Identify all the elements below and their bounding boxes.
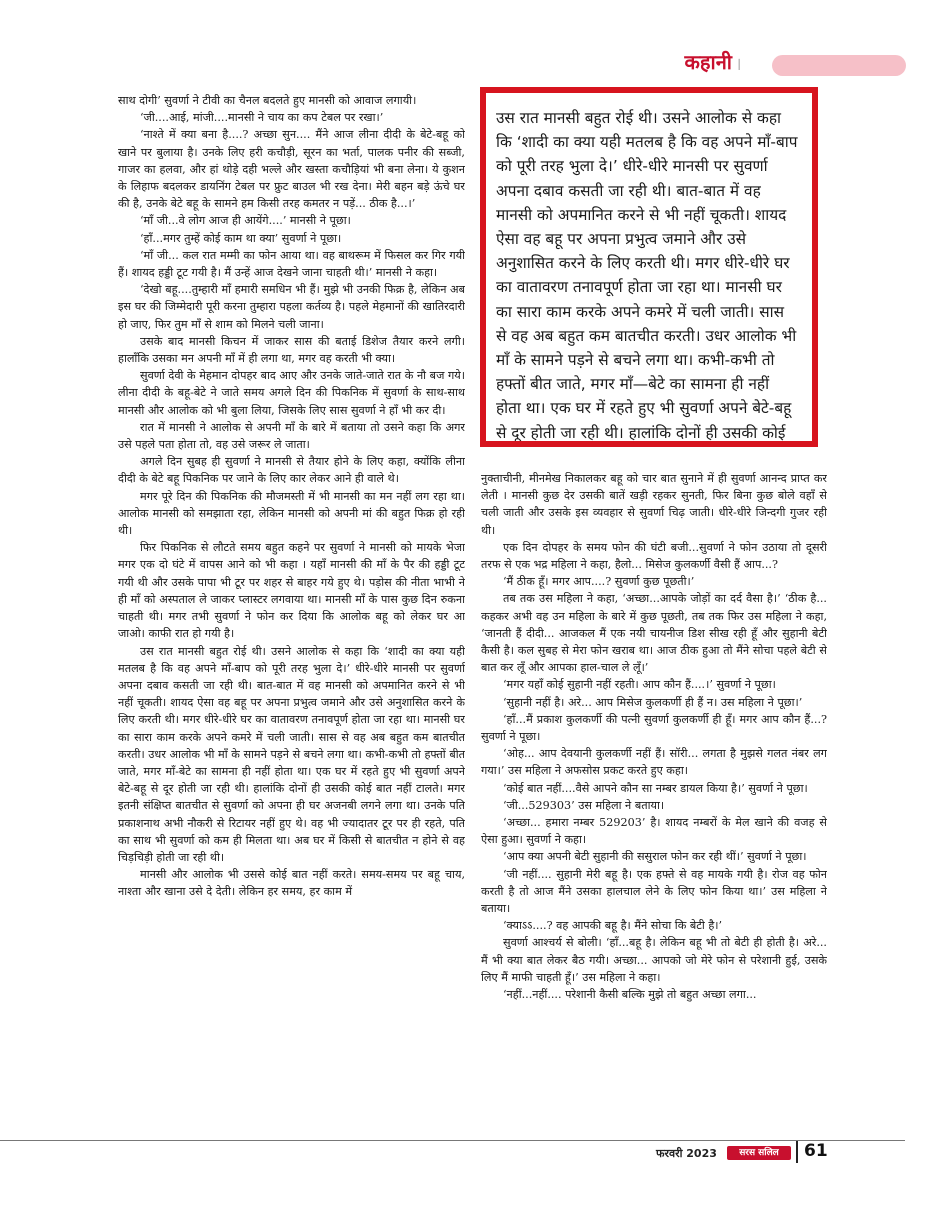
paragraph: ‘सुहानी नहीं है। अरे... आप मिसेज कुलकर्णी ही हैं न। उस महिला ने पूछा।’ <box>503 695 803 709</box>
paragraph: ‘जी नहीं.... सुहानी मेरी बहू है। एक हफ्ते से वह मायके गयी है। रोज वह फोन करती है तो आज मैंने उसका हालचाल लेने के लिए फोन किया था।’ उस महिला ने बताया। <box>481 867 827 916</box>
article-column-left <box>118 92 465 1127</box>
paragraph: ‘आप क्या अपनी बेटी सुहानी की ससुराल फोन कर रही थीं।’ सुवर्णा ने पूछा। <box>503 850 807 864</box>
paragraph: ‘हाँ...मगर तुम्हें कोई काम था क्या’ सुवर्णा ने पूछा। <box>140 231 342 245</box>
paragraph: अगले दिन सुबह ही सुवर्णा ने मानसी से तैयार होने के लिए कहा, क्योंकि लीना दीदी के बेटे बहू पिकनिक पर जाने के लिए कार लेकर आने ही वाले थे। <box>118 455 465 486</box>
paragraph: ‘माँ जी...वे लोग आज ही आयेंगे....’ मानसी ने पूछा। <box>140 214 351 228</box>
issue-date: फरवरी 2023 <box>656 1147 717 1160</box>
footer-rule <box>0 1140 905 1141</box>
paragraph: ‘नहीं...नहीं.... परेशानी कैसी बल्कि मुझे तो बहुत अच्छा लगा... <box>503 988 757 1002</box>
paragraph: नुक्ताचीनी, मीनमेख निकालकर बहू को चार बात सुनाने में ही सुवर्णा आनन्द प्राप्त कर लेती । मानसी कुछ देर उसकी बातें खड़ी रहकर सुनती, फिर बिना कुछ बोले वहाँ से चली जाती और उसके इस व्यवहार से सुवर्णा चिढ़ जाती। धीरे-धीरे जिन्दगी गुजर रही थी। <box>481 472 827 537</box>
paragraph: ‘माँ जी... कल रात मम्मी का फोन आया था। वह बाथरूम में फिसल कर गिर गयी हैं। शायद हड्डी टूट गयी है। मैं उन्हें आज देखने जाना चाहती थी।’ मानसी ने कहा। <box>118 248 465 280</box>
pull-quote-box <box>480 87 818 447</box>
paragraph: उस रात मानसी बहुत रोई थी। उसने आलोक से कहा कि ‘शादी का क्या यही मतलब है कि वह अपने माँ-बाप को पूरी तरह भुला दे।’ धीरे-धीरे मानसी पर सुवर्णा अपना दबाव कसती जा रही थी। बात-बात में वह मानसी को अपमानित करने से भी नहीं चूकती। शायद ऐसा वह बहू पर अपना प्रभुत्व जमाने और उसे अनुशासित करने के लिए करती थी। मगर धीरे-धीरे घर का वातावरण तनावपूर्ण होता जा रहा था। मानसी घर का सारा काम करके अपने कमरे में चली जाती। सास से वह अब बहुत कम बातचीत करती। उधर आलोक भी माँ के सामने पड़ने से बचने लगा था। कभी-कभी तो हफ्तों बीत जाते, मगर माँ-बेटे का सामना ही नहीं होता था। एक घर में रहते हुए भी सुवर्णा अपने बेटे-बहू से दूर होती जा रही थी। हालांकि दोनों ही उसकी कोई बात नहीं टालते। मगर इतनी संक्षिप्त बातचीत से सुवर्णा को अपना ही घर अजनबी लगने लगा था। उनके पति प्रकाशनाथ अभी नौकरी से रिटायर नहीं हुए थे। वह भी ज्यादातर टूर पर ही रहते, पति का साथ भी सुवर्णा को कम ही मिलता था। अब घर में किसी से बातचीत न होने से वह चिड़चिड़ी होती जा रही थी। <box>118 644 465 864</box>
footer-divider <box>796 1141 798 1163</box>
paragraph: एक दिन दोपहर के समय फोन की घंटी बजी...सुवर्णा ने फोन उठाया तो दूसरी तरफ से एक भद्र महिला ने कहा, हैलो... मिसेज कुलकर्णी वैसी हैं आप...? <box>481 540 827 572</box>
paragraph: मानसी और आलोक भी उससे कोई बात नहीं करते। समय-समय पर बहू चाय, नाश्ता और खाना उसे दे देती। लेकिन हर समय, हर काम में <box>118 868 465 899</box>
paragraph: ‘कोई बात नहीं....वैसे आपने कौन सा नम्बर डायल किया है।’ सुवर्णा ने पूछा। <box>503 781 808 795</box>
paragraph: ‘नाश्ते में क्या बना है....? अच्छा सुन.... मैंने आज लीना दीदी के बेटे-बहू को खाने पर बुलाया है। उनके लिए हरी कचौड़ी, सूरन का भर्ता, पालक पनीर की सब्जी, गाजर का हलवा, और हां थोड़े दही भल्ले और खस्ता कचौड़ियां भी बना लेना। ये कुशन के लिहाफ बदलकर डायनिंग टेबल पर फ्रुट बाउल भी रख देना। मेरी बहन बड़े ऊंचे घर की है, उनके बेटे बहू के सामने हम किसी तरह कमतर न पड़ें... ठीक है...।’ <box>118 128 465 211</box>
paragraph: सुवर्णा आश्चर्य से बोली। ‘हाँ...बहू है। लेकिन बहू भी तो बेटी ही होती है। अरे... मैं भी क्या बात लेकर बैठ गयी। अच्छा... आपको जो मेरे फोन से परेशानी हुई, उसके लिए मैं माफी चाहती हूँ।’ उस महिला ने कहा। <box>481 936 827 984</box>
paragraph: ‘देखो बहू....तुम्हारी माँ हमारी समधिन भी हैं। मुझे भी उनकी फिक्र है, लेकिन अब इस घर की जिम्मेदारी पूरी करना तुम्हारा पहला कर्तव्य है। पहले मेहमानों की खातिरदारी हो जाए, फिर तुम माँ से शाम को मिलने चली जाना। <box>118 283 465 331</box>
paragraph: तब तक उस महिला ने कहा, ‘अच्छा...आपके जोड़ों का दर्द वैसा है।’ ‘ठीक है... कहकर अभी वह उन महिला के बारे में कुछ पूछती, तब तक फिर उस महिला ने कहा, ‘जानती हैं दीदी... आजकल मैं एक नयी चायनीज डिश सीख रही हूँ और सुहानी बेटी कैसी है। कल सुबह से मेरा फोन खराब था। आज ठीक हुआ तो मैंने सोचा पहले बेटी से बात कर लूँ और आपका हाल-चाल ले लूँ।’ <box>481 592 827 675</box>
paragraph: ‘क्याऽऽ....? वह आपकी बहू है। मैंने सोचा कि बेटी है।’ <box>503 919 723 933</box>
paragraph: ‘जी....आई, मांजी....मानसी ने चाय का कप टेबल पर रखा।’ <box>140 111 384 125</box>
paragraph: रात में मानसी ने आलोक से अपनी माँ के बारे में बताया तो उसने कहा कि अगर उसे पहले पता होता तो, वह उसे जरूर ले जाता। <box>118 420 465 452</box>
section-separator: । <box>735 54 742 75</box>
paragraph: ‘अच्छा... हमारा नम्बर 529203’ है। शायद नम्बरों के मेल खाने की वजह से ऐसा हुआ। सुवर्णा ने कहा। <box>481 816 827 847</box>
paragraph: फिर पिकनिक से लौटते समय बहुत कहने पर सुवर्णा ने मानसी को मायके भेजा मगर एक दो घंटे में वापस आने को भी कहा । यहाँ मानसी की माँ के पैर की हड्डी टूट गयी थी और उसके पापा भी टूर पर शहर से बाहर गये हुए थे। पड़ोस की नीता भाभी ने ही माँ को अस्पताल ले जाकर प्लास्टर लगवाया था। मानसी माँ के पास कुछ दिन रुकना चाहती थी। मगर तभी सुवर्णा ने फोन कर दिया कि आलोक बहू को लेकर घर आ जाओ। काफी रात हो गयी है। <box>118 541 465 641</box>
paragraph: सुवर्णा देवी के मेहमान दोपहर बाद आए और उनके जाते-जाते रात के नौ बज गये। लीना दीदी के बहू-बेटे ने जाते समय अगले दिन की पिकनिक में सुवर्णा के साथ-साथ मानसी और आलोक को भी बुला लिया, जिसके लिए सास सुवर्णा ने हाँ भी कर दी। <box>118 369 465 417</box>
page-number: 61 <box>804 1141 828 1161</box>
section-label: कहानी <box>684 50 732 74</box>
paragraph: ‘ओह... आप देवयानी कुलकर्णी नहीं हैं। सॉरी... लगता है मुझसे गलत नंबर लग गया।’ उस महिला ने अफसोस प्रकट करते हुए कहा। <box>481 747 827 778</box>
paragraph: मगर पूरे दिन की पिकनिक की मौजमस्ती में भी मानसी का मन नहीं लग रहा था। आलोक मानसी को समझाता रहा, लेकिन मानसी को अपनी मां की बहुत फिक्र हो रही थी। <box>118 489 465 538</box>
paragraph: साथ दोगी’ सुवर्णा ने टीवी का चैनल बदलते हुए मानसी को आवाज लगायी। <box>118 94 417 107</box>
paragraph: उसके बाद मानसी किचन में जाकर सास की बताई डिशेज तैयार करने लगी। हालाँकि उसका मन अपनी माँ में ही लगा था, मगर वह करती भी क्या। <box>118 334 465 366</box>
article-column-right <box>481 470 827 1130</box>
paragraph: ‘जी...529303’ उस महिला ने बताया। <box>503 798 665 812</box>
section-tag-bar <box>772 55 906 76</box>
magazine-logo: सरस सलिल <box>727 1146 791 1160</box>
paragraph: ‘मैं ठीक हूँ। मगर आप....? सुवर्णा कुछ पूछती।’ <box>503 575 695 589</box>
paragraph: ‘मगर यहाँ कोई सुहानी नहीं रहती। आप कौन हैं....।’ सुवर्णा ने पूछा। <box>503 678 776 692</box>
paragraph: ‘हाँ...मैं प्रकाश कुलकर्णी की पत्नी सुवर्णा कुलकर्णी ही हूँ। मगर आप कौन हैं...? सुवर्णा ने पूछा। <box>481 712 827 744</box>
pull-quote-text: उस रात मानसी बहुत रोई थी। उसने आलोक से कहा कि ‘शादी का क्या यही मतलब है कि वह अपने माँ-बाप को पूरी तरह भुला दे।’ धीरे-धीरे मानसी पर सुवर्णा अपना दबाव कसती जा रही थी। बात-बात में वह मानसी को अपमानित करने से भी नहीं चूकती। शायद ऐसा वह बहू पर अपना प्रभुत्व जमाने और उसे अनुशासित करने के लिए करती थी। मगर धीरे-धीरे घर का वातावरण तनावपूर्ण होता जा रहा था। मानसी घर का सारा काम करके अपने कमरे में चली जाती। सास से वह अब बहुत कम बातचीत करती। उधर आलोक भी माँ के सामने पड़ने से बचने लगा था। कभी-कभी तो हफ्तों बीत जाते, मगर माँ—बेटे का सामना ही नहीं होता था। एक घर में रहते हुए भी सुवर्णा अपने बेटे-बहू से दूर होती जा रही थी। हालांकि दोनों ही उसकी कोई <box>496 109 798 442</box>
